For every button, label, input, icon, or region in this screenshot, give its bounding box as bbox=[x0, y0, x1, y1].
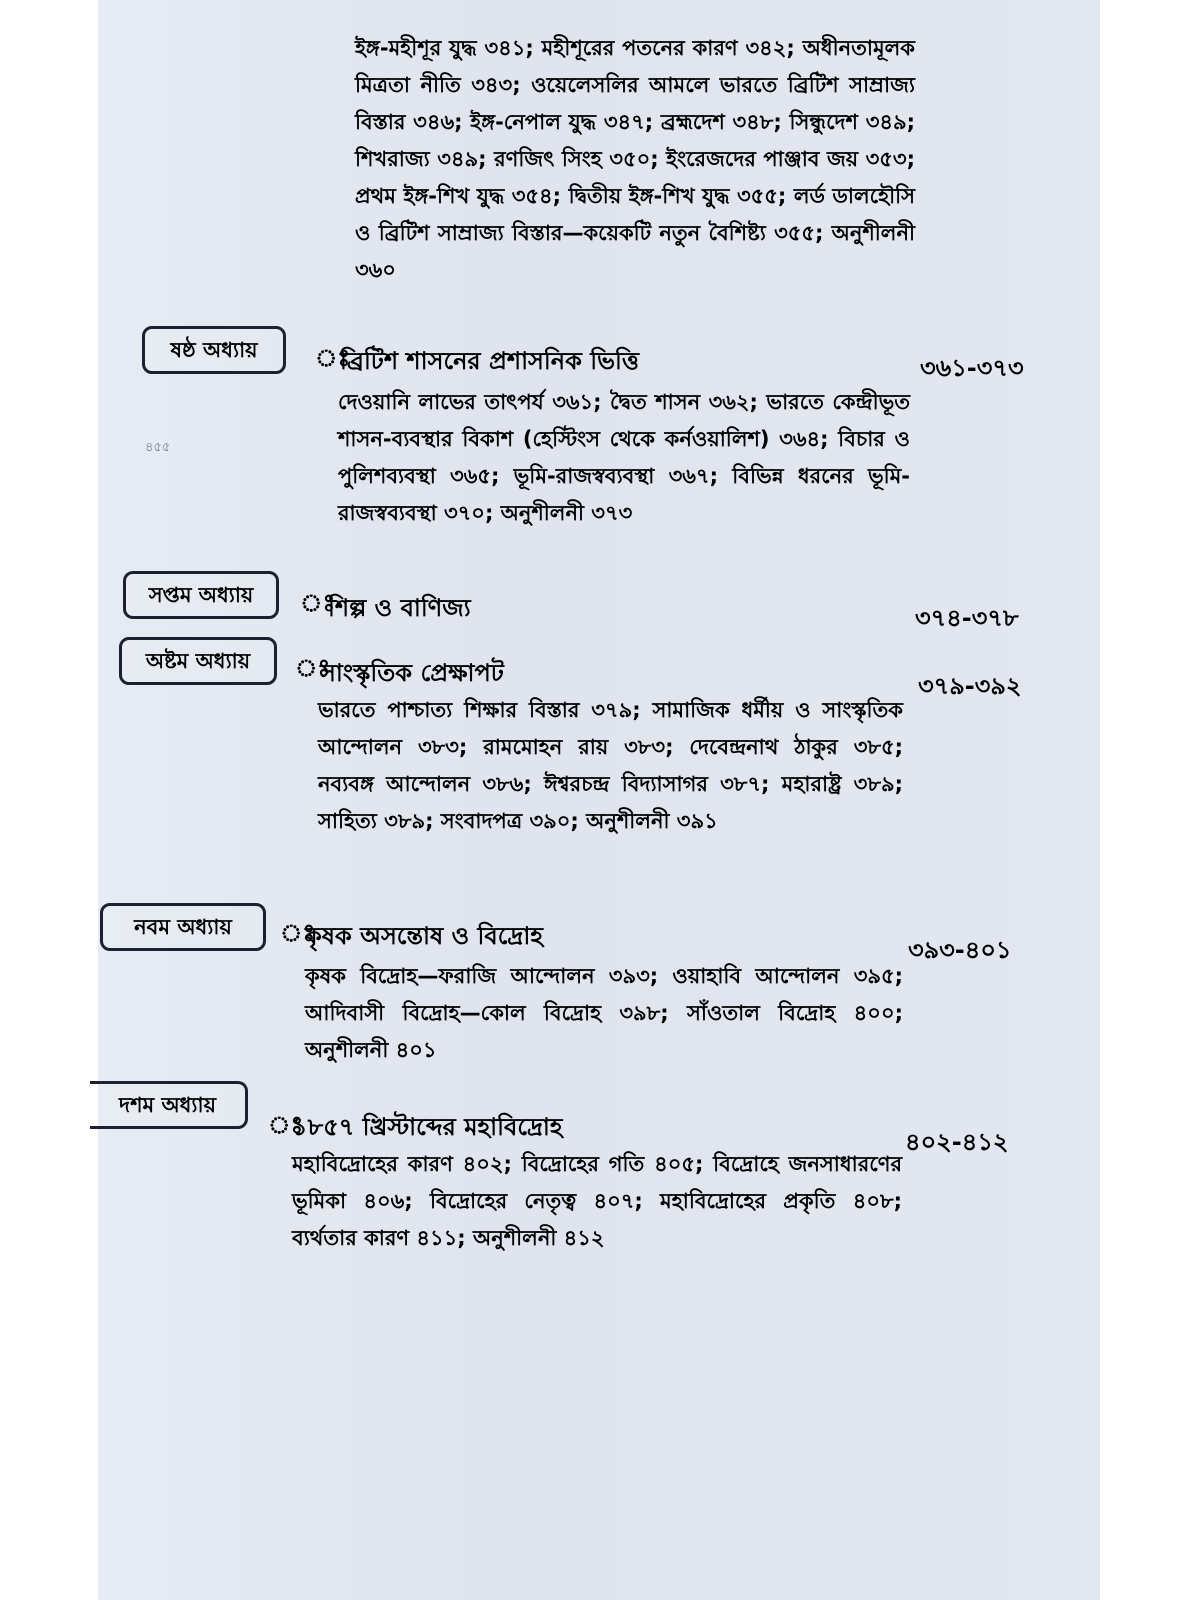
chapter-8-label: অষ্টম অধ্যায় bbox=[119, 637, 277, 685]
chapter-10-colon: ঃ bbox=[268, 1111, 304, 1139]
chapter-6-description: দেওয়ানি লাভের তাৎপর্য ৩৬১; দ্বৈত শাসন ৩৬২; ভারতে কেন্দ্রীভূত শাসন-ব্যবস্থার বিকাশ (হেস্টিংস থেকে কর্নওয়ালিশ) ৩৬৪; বিচার ও পুলিশব্যবস্থা ৩৬৫; ভূমি-রাজস্বব্যবস্থা ৩৬৭; বিভিন্ন ধরনের ভূমি-রাজস্বব্যবস্থা ৩৭০; অনুশীলনী ৩৭৩ bbox=[338, 390, 910, 525]
chapter-9-label: নবম অধ্যায় bbox=[100, 903, 266, 951]
chapter-8-colon: ঃ bbox=[295, 654, 331, 682]
chapter-8-title: সাংস্কৃতিক প্রেক্ষাপট bbox=[320, 659, 504, 687]
chapter-7-label: সপ্তম অধ্যায় bbox=[123, 571, 279, 619]
chapter-6-pages: ৩৬১-৩৭৩ bbox=[920, 354, 1024, 382]
chapter-6-title: ব্রিটিশ শাসনের প্রশাসনিক ভিত্তি bbox=[340, 347, 640, 375]
chapter-10-title: ১৮৫৭ খ্রিস্টাব্দের মহাবিদ্রোহ bbox=[292, 1113, 563, 1141]
chapter-9-description: কৃষক বিদ্রোহ—ফরাজি আন্দোলন ৩৯৩; ওয়াহাবি আন্দোলন ৩৯৫; আদিবাসী বিদ্রোহ—কোল বিদ্রোহ ৩৯৮; সাঁওতাল বিদ্রোহ ৪০০; অনুশীলনী ৪০১ bbox=[305, 964, 903, 1062]
chapter-9-pages: ৩৯৩-৪০১ bbox=[908, 936, 1012, 964]
chapter-7-pages: ৩৭৪-৩৭৮ bbox=[915, 604, 1019, 632]
margin-note: ৪৫৫ bbox=[145, 440, 171, 455]
chapter-7-title: শিল্প ও বাণিজ্য bbox=[328, 594, 471, 622]
chapter-6-colon: ঃ bbox=[315, 344, 351, 372]
chapter-10-label: দশম অধ্যায় bbox=[90, 1081, 248, 1129]
continuation-text: ইঙ্গ-মহীশূর যুদ্ধ ৩৪১; মহীশূরের পতনের কারণ ৩৪২; অধীনতামূলক মিত্রতা নীতি ৩৪৩; ওয়েলেসলির আমলে ভারতে ব্রিটিশ সাম্রাজ্য বিস্তার ৩৪৬; ইঙ্গ-নেপাল যুদ্ধ ৩৪৭; ব্রহ্মদেশ ৩৪৮; সিন্ধুদেশ ৩৪৯; শিখরাজ্য ৩৪৯; রণজিৎ সিংহ ৩৫০; ইংরেজদের পাঞ্জাব জয় ৩৫৩; প্রথম ইঙ্গ-শিখ যুদ্ধ ৩৫৪; দ্বিতীয় ইঙ্গ-শিখ যুদ্ধ ৩৫৫; লর্ড ডালহৌসি ও ব্রিটিশ সাম্রাজ্য বিস্তার—কয়েকটি নতুন বৈশিষ্ট্য ৩৫৫; অনুশীলনী ৩৬০ bbox=[355, 36, 915, 282]
chapter-8-pages: ৩৭৯-৩৯২ bbox=[918, 672, 1022, 700]
chapter-9-colon: ঃ bbox=[280, 919, 316, 947]
chapter-10-pages: ৪০২-৪১২ bbox=[905, 1128, 1009, 1156]
chapter-9-title: কৃষক অসন্তোষ ও বিদ্রোহ bbox=[305, 922, 543, 950]
chapter-7-colon: ঃ bbox=[300, 589, 336, 617]
chapter-10-description: মহাবিদ্রোহের কারণ ৪০২; বিদ্রোহের গতি ৪০৫; বিদ্রোহে জনসাধারণের ভূমিকা ৪০৬; বিদ্রোহের নেতৃত্ব ৪০৭; মহাবিদ্রোহের প্রকৃতি ৪০৮; ব্যর্থতার কারণ ৪১১; অনুশীলনী ৪১২ bbox=[292, 1152, 902, 1250]
chapter-6-label: ষষ্ঠ অধ্যায় bbox=[142, 326, 286, 374]
chapter-8-description: ভারতে পাশ্চাত্য শিক্ষার বিস্তার ৩৭৯; সামাজিক ধর্মীয় ও সাংস্কৃতিক আন্দোলন ৩৮৩; রামমোহন রায় ৩৮৩; দেবেন্দ্রনাথ ঠাকুর ৩৮৫; নব্যবঙ্গ আন্দোলন ৩৮৬; ঈশ্বরচন্দ্র বিদ্যাসাগর ৩৮৭; মহারাষ্ট্র ৩৮৯; সাহিত্য ৩৮৯; সংবাদপত্র ৩৯০; অনুশীলনী ৩৯১ bbox=[318, 698, 903, 833]
